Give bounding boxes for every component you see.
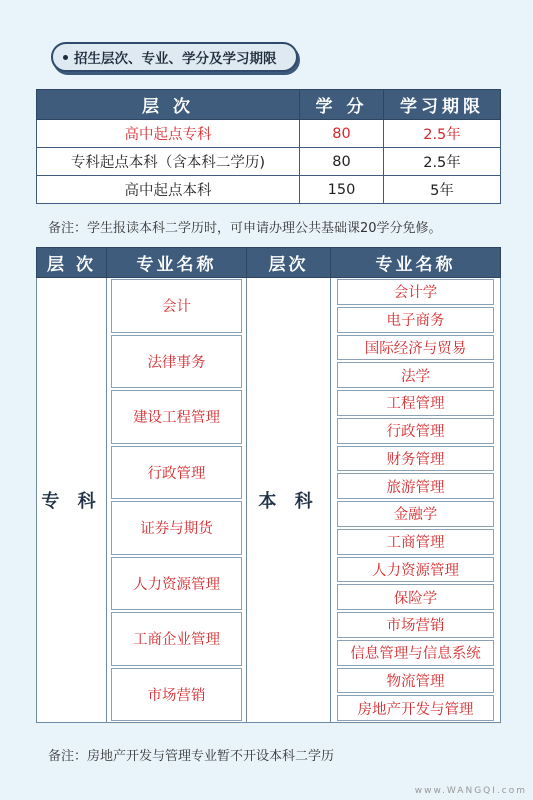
header-level: 层 次 [37,90,300,120]
row-period: 5年 [384,176,501,204]
list-item: 物流管理 [337,668,494,694]
row-level: 高中起点专科 [37,120,300,148]
header-level-zhuanke: 层 次 [37,248,107,278]
level-benke: 本 科 [247,278,331,723]
list-item: 人力资源管理 [337,557,494,583]
table-row [37,120,501,148]
list-item: 金融学 [337,501,494,527]
list-item: 信息管理与信息系统 [337,640,494,666]
benke-major-list [335,278,496,722]
row-period: 2.5年 [384,148,501,176]
header-major-benke: 专业名称 [331,248,501,278]
list-item: 财务管理 [337,446,494,472]
majors-table-header [37,248,501,278]
list-item: 国际经济与贸易 [337,335,494,361]
row-level: 专科起点本科（含本科二学历) [37,148,300,176]
list-item: 法律事务 [111,335,242,389]
list-item: 法学 [337,362,494,388]
row-level: 高中起点本科 [37,176,300,204]
list-item: 人力资源管理 [111,557,242,611]
header-major-zhuanke: 专业名称 [107,248,247,278]
table-row [37,148,501,176]
note-credits: 备注：学生报读本科二学历时，可申请办理公共基础课20学分免修。 [48,221,442,236]
credits-table [36,89,501,204]
level-zhuanke: 专 科 [37,278,107,723]
list-item: 证券与期货 [111,501,242,555]
note-real-estate: 备注：房地产开发与管理专业暂不开设本科二学历 [48,749,335,764]
header-level-benke: 层次 [247,248,331,278]
row-credits: 150 [300,176,384,204]
row-period: 2.5年 [384,120,501,148]
row-credits: 80 [300,120,384,148]
list-item: 房地产开发与管理 [337,695,494,721]
list-item: 旅游管理 [337,473,494,499]
list-item: 建设工程管理 [111,390,242,444]
zhuanke-major-list [111,278,242,722]
section-title: 招生层次、专业、学分及学习期限 [74,51,277,67]
watermark: www.WANGQI.com [414,786,527,796]
section-title-pill [51,42,298,72]
list-item: 工商企业管理 [111,612,242,666]
header-credits: 学 分 [300,90,384,120]
list-item: 会计学 [337,279,494,305]
list-item: 市场营销 [337,612,494,638]
list-item: 行政管理 [111,446,242,500]
list-item: 工程管理 [337,390,494,416]
row-credits: 80 [300,148,384,176]
list-item: 市场营销 [111,668,242,722]
list-item: 电子商务 [337,307,494,333]
header-period: 学习期限 [384,90,501,120]
list-item: 工商管理 [337,529,494,555]
bullet-icon [63,55,68,60]
table-row [37,176,501,204]
list-item: 保险学 [337,584,494,610]
list-item: 会计 [111,279,242,333]
credits-table-header [37,90,501,120]
majors-table [36,247,501,723]
list-item: 行政管理 [337,418,494,444]
